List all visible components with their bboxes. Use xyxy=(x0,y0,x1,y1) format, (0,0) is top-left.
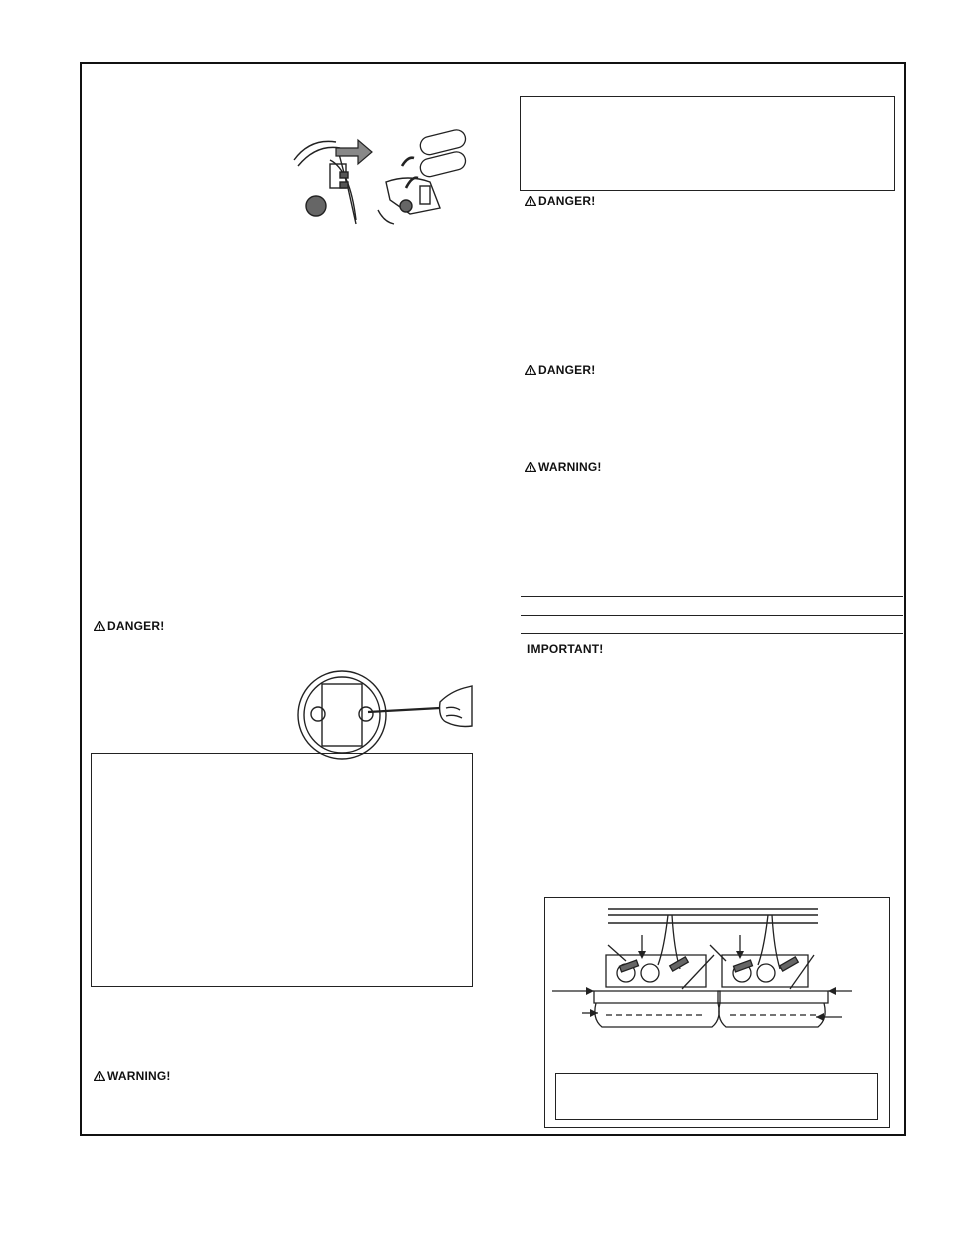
section-divider xyxy=(521,633,903,634)
danger-text: DANGER! xyxy=(538,194,596,208)
danger-label xyxy=(525,363,595,377)
danger-text: DANGER! xyxy=(538,363,596,377)
warning-triangle-icon xyxy=(525,365,536,375)
warning-label xyxy=(525,460,602,474)
warning-triangle-icon xyxy=(94,1071,105,1081)
section-divider xyxy=(521,596,903,597)
warning-triangle-icon xyxy=(525,462,536,472)
wiring-caption-box xyxy=(555,1073,878,1120)
section-divider xyxy=(521,615,903,616)
warning-label xyxy=(94,1069,171,1083)
battery-installation-figure xyxy=(290,130,470,226)
warning-text: WARNING! xyxy=(538,460,602,474)
mounting-plate-figure xyxy=(296,678,474,752)
danger-label xyxy=(525,194,595,208)
warning-text: WARNING! xyxy=(107,1069,171,1083)
wiring-diagram xyxy=(546,899,888,1067)
warning-triangle-icon xyxy=(94,621,105,631)
note-box-left xyxy=(91,753,473,987)
important-label xyxy=(527,642,603,656)
note-box-right-top xyxy=(520,96,895,191)
danger-label xyxy=(94,619,164,633)
warning-triangle-icon xyxy=(525,196,536,206)
important-text: IMPORTANT! xyxy=(527,642,604,656)
danger-text: DANGER! xyxy=(107,619,165,633)
